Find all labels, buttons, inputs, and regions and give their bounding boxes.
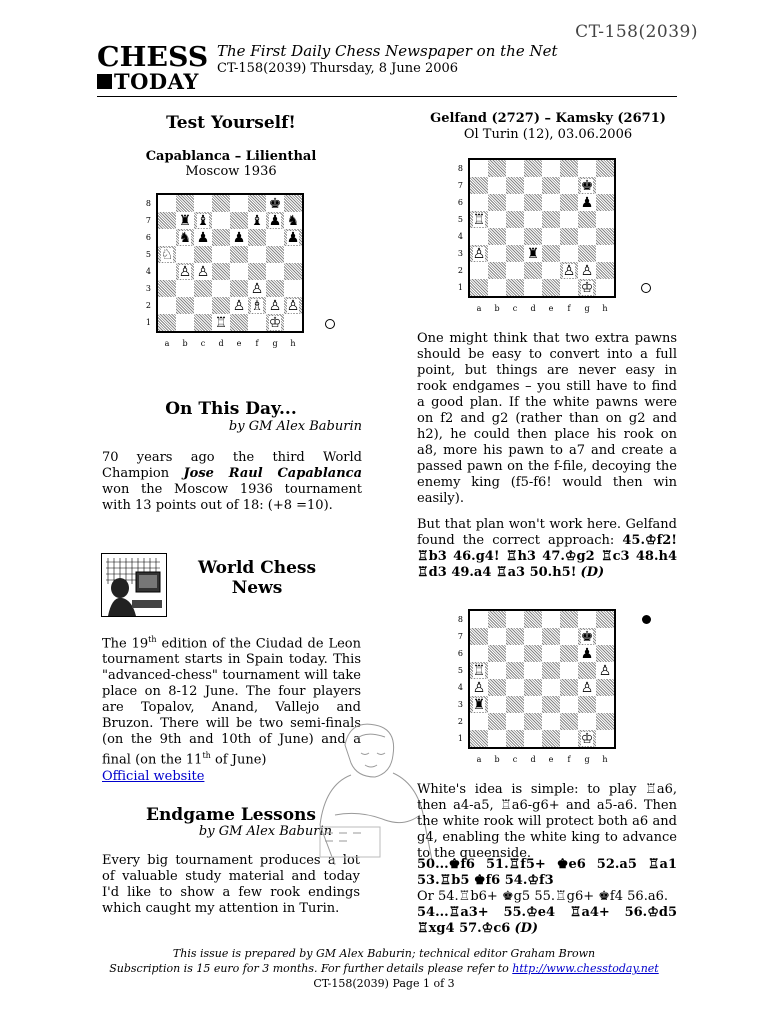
board-square: [506, 245, 524, 262]
board-square: [524, 696, 542, 713]
file-label: e: [236, 339, 242, 348]
chess-piece: ♖: [212, 314, 230, 331]
board-square: [542, 245, 560, 262]
chess-piece: ♙: [248, 280, 266, 297]
board-square: [542, 730, 560, 747]
chess-piece: ♟: [578, 194, 596, 211]
board-square: [470, 279, 488, 296]
file-label: e: [548, 304, 554, 313]
board-square: [596, 713, 614, 730]
file-label: c: [200, 339, 206, 348]
file-label: h: [602, 304, 608, 313]
file-label: b: [494, 755, 500, 764]
board-square: [560, 194, 578, 211]
board-square: [230, 212, 248, 229]
endgame-lessons-byline: by GM Alex Baburin: [198, 824, 332, 839]
chess-piece: ♙: [560, 262, 578, 279]
board-square: [524, 713, 542, 730]
analysis-paragraph-3: White's idea is simple: to play ♖a6, then a4-a5, ♖a6-g6+ and a5-a6. Then the white rook will protect both a6 and g4, enabling the white king to advance to the queenside.: [417, 782, 677, 861]
official-website-link[interactable]: Official website: [102, 768, 205, 784]
board-square: [542, 262, 560, 279]
board-square: [542, 211, 560, 228]
board-square: [488, 713, 506, 730]
board-square: [560, 279, 578, 296]
board-square: [284, 246, 302, 263]
rank-label: 2: [457, 266, 463, 275]
board-square: [470, 177, 488, 194]
board-square: [158, 229, 176, 246]
footer-credits: This issue is prepared by GM Alex Baburin; technical editor Graham Brown: [172, 947, 596, 960]
chess-piece: ♙: [230, 297, 248, 314]
board-square: [596, 194, 614, 211]
board-square: [506, 228, 524, 245]
board-square: [488, 679, 506, 696]
board-square: [488, 628, 506, 645]
issue-date: CT-158(2039) Thursday, 8 June 2006: [217, 61, 459, 76]
board-square: [212, 195, 230, 212]
rank-label: 2: [145, 301, 151, 310]
computer-chess-icon: [101, 553, 167, 617]
board-square: [524, 679, 542, 696]
board-square: [542, 160, 560, 177]
board-square: [596, 645, 614, 662]
file-label: d: [530, 755, 536, 764]
board-square: [284, 195, 302, 212]
chess-piece: ♚: [578, 628, 596, 645]
board-square: [596, 262, 614, 279]
file-label: d: [530, 304, 536, 313]
board-square: [506, 628, 524, 645]
board-square: [266, 246, 284, 263]
board-square: [158, 280, 176, 297]
rank-label: 1: [457, 734, 463, 743]
board-square: [524, 279, 542, 296]
chess-piece: ♚: [578, 177, 596, 194]
board-square: [470, 628, 488, 645]
chess-piece: ♙: [470, 245, 488, 262]
board-square: [212, 263, 230, 280]
board-square: [596, 177, 614, 194]
board-square: [248, 263, 266, 280]
chess-piece: ♝: [194, 212, 212, 229]
chess-piece: ♙: [266, 297, 284, 314]
logo-line2: TODAY: [114, 69, 199, 94]
chess-piece: ♙: [470, 679, 488, 696]
board-square: [560, 645, 578, 662]
file-label: b: [494, 304, 500, 313]
chess-piece: ♙: [578, 679, 596, 696]
board-square: [524, 211, 542, 228]
board-square: [266, 229, 284, 246]
board-square: [596, 211, 614, 228]
board-square: [560, 611, 578, 628]
file-label: c: [512, 304, 518, 313]
board-square: [230, 246, 248, 263]
board-square: [596, 611, 614, 628]
black-to-move-icon: [642, 615, 651, 624]
rank-label: 4: [457, 232, 463, 241]
board-square: [248, 229, 266, 246]
file-label: a: [164, 339, 170, 348]
chess-piece: ♞: [284, 212, 302, 229]
board-square: [542, 177, 560, 194]
chess-piece: ♙: [284, 297, 302, 314]
board-square: [542, 645, 560, 662]
board-square: [212, 229, 230, 246]
chess-piece: ♔: [578, 279, 596, 296]
chess-today-logo: [97, 42, 209, 96]
rank-label: 6: [457, 649, 463, 658]
board-square: [542, 279, 560, 296]
on-this-day-text: 70 years ago the third World Champion Jose Raul Capablanca won the Moscow 1936 tournament with 13 points out of 18: (+8 =10).: [102, 450, 362, 513]
chess-piece: ♔: [578, 730, 596, 747]
test-yourself-event: Moscow 1936: [185, 164, 277, 179]
rank-label: 6: [145, 233, 151, 242]
board-square: [488, 279, 506, 296]
board-square: [596, 160, 614, 177]
board-square: [596, 730, 614, 747]
chess-piece: ♙: [194, 263, 212, 280]
rank-label: 3: [457, 700, 463, 709]
board-square: [212, 280, 230, 297]
board-square: [470, 645, 488, 662]
board-square: [578, 696, 596, 713]
rank-label: 1: [457, 283, 463, 292]
game-event: Ol Turin (12), 03.06.2006: [463, 127, 633, 142]
file-label: f: [255, 339, 259, 348]
board-square: [524, 611, 542, 628]
board-square: [506, 696, 524, 713]
board-square: [578, 228, 596, 245]
board-square: [542, 662, 560, 679]
file-label: b: [182, 339, 188, 348]
chess-piece: ♖: [470, 662, 488, 679]
board-square: [578, 245, 596, 262]
board-square: [578, 662, 596, 679]
board-square: [158, 195, 176, 212]
rank-label: 3: [457, 249, 463, 258]
chess-piece: ♔: [266, 314, 284, 331]
chess-piece: ♙: [578, 262, 596, 279]
test-yourself-heading: Test Yourself!: [166, 113, 296, 133]
board-square: [470, 160, 488, 177]
board-square: [488, 160, 506, 177]
chess-piece: ♚: [266, 195, 284, 212]
file-label: e: [548, 755, 554, 764]
board-square: [596, 245, 614, 262]
board-square: [560, 696, 578, 713]
board-square: [488, 645, 506, 662]
chess-board: [468, 609, 616, 749]
rank-label: 7: [457, 181, 463, 190]
board-square: [542, 228, 560, 245]
board-square: [542, 194, 560, 211]
board-square: [470, 730, 488, 747]
rank-label: 8: [457, 615, 463, 624]
rank-label: 5: [457, 215, 463, 224]
file-label: h: [602, 755, 608, 764]
board-square: [542, 713, 560, 730]
board-square: [506, 177, 524, 194]
board-square: [524, 177, 542, 194]
board-square: [524, 730, 542, 747]
board-square: [488, 177, 506, 194]
chess-board: [156, 193, 304, 333]
board-square: [488, 662, 506, 679]
board-square: [212, 212, 230, 229]
analysis-paragraph-4: 50...♚f6 51.♖f5+ ♚e6 52.a5 ♖a1 53.♖b5 ♚f6 54.♔f3 Or 54.♖b6+ ♚g5 55.♖g6+ ♚f4 56.a6. 54...♖a3+ 55.♔e4 ♖a4+ 56.♔d5 ♖xg4 57.♔c6 (D): [417, 857, 677, 936]
board-square: [542, 611, 560, 628]
board-square: [176, 314, 194, 331]
chess-piece: ♙: [596, 662, 614, 679]
file-label: c: [512, 755, 518, 764]
analysis-paragraph-2: But that plan won't work here. Gelfand found the correct approach: 45.♔f2! ♖b3 46.g4! ♖h3 47.♔g2 ♖c3 48.h4 ♖d3 49.a4 ♖a3 50.h5! (D): [417, 517, 677, 580]
board-square: [524, 262, 542, 279]
board-square: [470, 713, 488, 730]
file-label: f: [567, 755, 571, 764]
diagram-gelfand-2: [455, 609, 616, 764]
chess-piece: ♟: [284, 229, 302, 246]
chess-piece: ♟: [194, 229, 212, 246]
board-square: [284, 263, 302, 280]
board-square: [560, 730, 578, 747]
board-square: [158, 263, 176, 280]
board-square: [230, 314, 248, 331]
board-square: [488, 228, 506, 245]
board-square: [596, 696, 614, 713]
board-square: [488, 245, 506, 262]
white-to-move-icon: [325, 319, 335, 329]
board-square: [596, 679, 614, 696]
board-square: [470, 194, 488, 211]
chesstoday-link[interactable]: http://www.chesstoday.net: [512, 962, 659, 975]
board-square: [488, 194, 506, 211]
board-square: [230, 195, 248, 212]
chess-piece: ♟: [230, 229, 248, 246]
board-square: [578, 611, 596, 628]
board-square: [578, 211, 596, 228]
board-square: [560, 662, 578, 679]
board-square: [578, 713, 596, 730]
board-square: [194, 314, 212, 331]
logo-line1: CHESS: [97, 42, 209, 73]
on-this-day-byline: by GM Alex Baburin: [228, 419, 362, 434]
endgame-lessons-heading: Endgame Lessons: [145, 805, 316, 825]
board-square: [506, 662, 524, 679]
chess-piece: ♞: [176, 229, 194, 246]
rank-label: 8: [145, 199, 151, 208]
board-square: [176, 297, 194, 314]
board-square: [284, 280, 302, 297]
board-square: [176, 246, 194, 263]
board-square: [470, 262, 488, 279]
board-square: [248, 195, 266, 212]
file-label: a: [476, 304, 482, 313]
rank-label: 2: [457, 717, 463, 726]
rank-label: 5: [457, 666, 463, 675]
board-square: [194, 195, 212, 212]
rank-label: 3: [145, 284, 151, 293]
board-square: [158, 314, 176, 331]
board-square: [176, 280, 194, 297]
chess-piece: ♟: [578, 645, 596, 662]
footer-page-number: CT-158(2039) Page 1 of 3: [313, 977, 455, 990]
board-square: [506, 211, 524, 228]
board-square: [248, 314, 266, 331]
file-label: d: [218, 339, 224, 348]
rank-label: 5: [145, 250, 151, 259]
chess-piece: ♟: [266, 212, 284, 229]
file-label: a: [476, 755, 482, 764]
chess-board: [468, 158, 616, 298]
header-divider: [97, 96, 677, 97]
board-square: [158, 212, 176, 229]
board-square: [470, 611, 488, 628]
issue-id: CT-158(2039): [575, 22, 698, 42]
chess-piece: ♝: [248, 212, 266, 229]
board-square: [266, 263, 284, 280]
board-square: [158, 297, 176, 314]
chess-piece: ♘: [158, 246, 176, 263]
file-label: f: [567, 304, 571, 313]
board-square: [488, 611, 506, 628]
board-square: [506, 160, 524, 177]
board-square: [488, 262, 506, 279]
board-square: [194, 246, 212, 263]
board-square: [212, 297, 230, 314]
board-square: [542, 679, 560, 696]
board-square: [560, 160, 578, 177]
board-square: [524, 160, 542, 177]
board-square: [596, 228, 614, 245]
file-label: g: [584, 304, 590, 313]
board-square: [560, 679, 578, 696]
file-label: h: [290, 339, 296, 348]
board-square: [488, 730, 506, 747]
board-square: [542, 696, 560, 713]
board-square: [560, 211, 578, 228]
on-this-day-heading: On This Day...: [165, 399, 297, 419]
board-square: [506, 262, 524, 279]
diagram-test-yourself: [143, 193, 304, 348]
board-square: [488, 696, 506, 713]
rank-label: 7: [145, 216, 151, 225]
board-square: [470, 228, 488, 245]
chess-piece: ♜: [470, 696, 488, 713]
chess-piece: ♜: [176, 212, 194, 229]
world-news-text: The 19th edition of the Ciudad de Leon tournament starts in Spain today. This "advanced-chess" tournament will take place on 8-12 June. The four players are Topalov, Anand, Vallejo and Bruzon. There will be two semi-finals (on the 9th and 10th of June) and a final (on the 11th of June) Official website: [102, 635, 361, 784]
board-square: [212, 246, 230, 263]
rank-label: 1: [145, 318, 151, 327]
footer-subscription: Subscription is 15 euro for 3 months. For further details please refer to http://www.chesstoday.net: [109, 962, 659, 975]
rank-label: 4: [145, 267, 151, 276]
newspaper-tagline: The First Daily Chess Newspaper on the Net: [217, 42, 558, 60]
board-square: [506, 645, 524, 662]
board-square: [506, 279, 524, 296]
analysis-paragraph-1: One might think that two extra pawns should be easy to convert into a full point, but things are never easy in rook endgames – you still have to find a good plan. If the white pawns were on f2 and g2 (rather than on g2 and h2), he could then place his rook on a8, more his pawn to a7 and create a passed pawn on the f-file, decoying the enemy king (f5-f6! would then win easily).: [417, 331, 677, 506]
chess-piece: ♙: [176, 263, 194, 280]
board-square: [266, 280, 284, 297]
board-square: [248, 246, 266, 263]
board-square: [524, 628, 542, 645]
board-square: [524, 645, 542, 662]
board-square: [284, 314, 302, 331]
board-square: [230, 263, 248, 280]
board-square: [524, 662, 542, 679]
board-square: [560, 177, 578, 194]
board-square: [596, 628, 614, 645]
board-square: [560, 628, 578, 645]
rank-label: 4: [457, 683, 463, 692]
game-title: Gelfand (2727) – Kamsky (2671): [430, 111, 666, 126]
chess-piece: ♖: [470, 211, 488, 228]
board-square: [524, 194, 542, 211]
board-square: [506, 679, 524, 696]
board-square: [230, 280, 248, 297]
board-square: [506, 194, 524, 211]
board-square: [506, 611, 524, 628]
board-square: [578, 160, 596, 177]
rank-label: 7: [457, 632, 463, 641]
board-square: [176, 195, 194, 212]
board-square: [506, 730, 524, 747]
board-square: [194, 297, 212, 314]
board-square: [488, 211, 506, 228]
board-square: [560, 245, 578, 262]
endgame-lessons-text: Every big tournament produces a lot of valuable study material and today I'd like to show a few rook endings which caught my attention in Turin.: [102, 853, 360, 916]
logo-square-icon: [97, 74, 112, 89]
rank-label: 6: [457, 198, 463, 207]
rank-label: 8: [457, 164, 463, 173]
board-square: [524, 228, 542, 245]
board-square: [596, 279, 614, 296]
chess-piece: ♗: [248, 297, 266, 314]
white-to-move-icon: [641, 283, 651, 293]
diagram-gelfand-1: [455, 158, 616, 313]
chess-piece: ♜: [524, 245, 542, 262]
test-yourself-players: Capablanca – Lilienthal: [145, 149, 317, 164]
board-square: [560, 228, 578, 245]
board-square: [542, 628, 560, 645]
file-label: g: [272, 339, 278, 348]
world-news-heading: World Chess News: [197, 558, 317, 598]
file-label: g: [584, 755, 590, 764]
board-square: [194, 280, 212, 297]
board-square: [560, 713, 578, 730]
board-square: [506, 713, 524, 730]
